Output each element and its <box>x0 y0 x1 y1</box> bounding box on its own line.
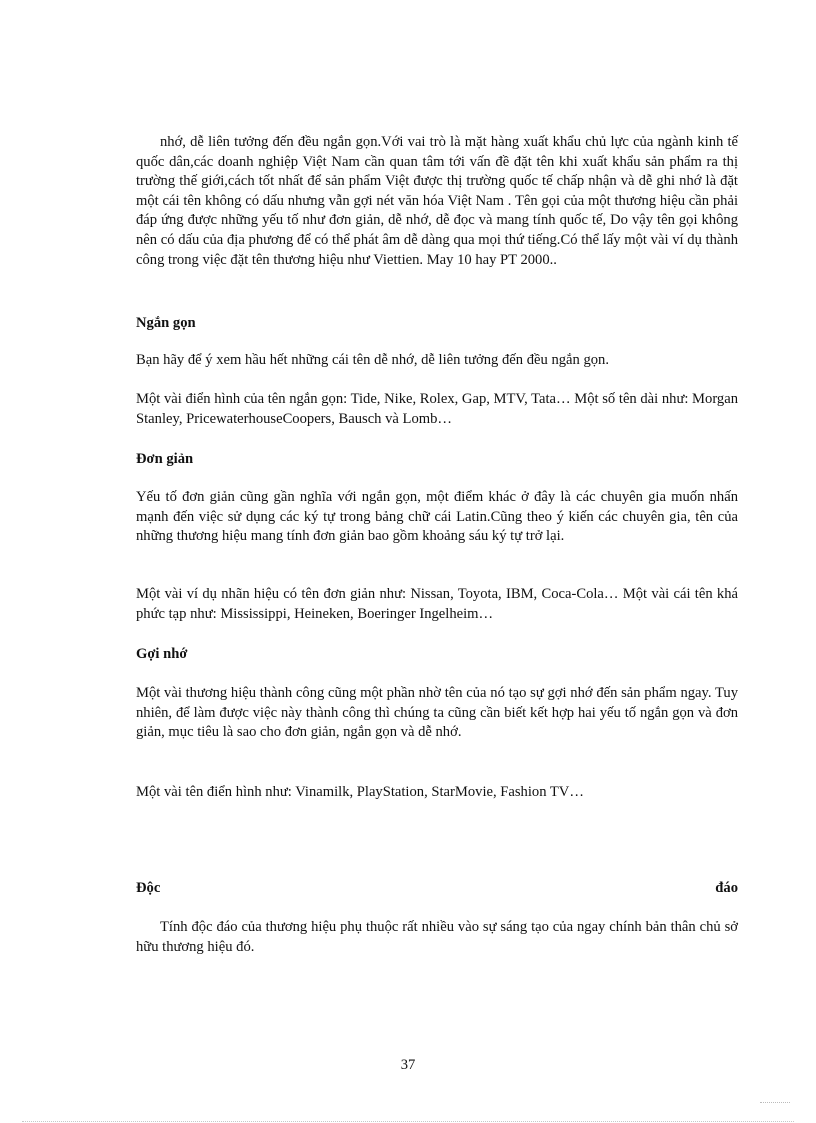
paragraph-doc-dao: Tính độc đáo của thương hiệu phụ thuộc rất nhiều vào sự sáng tạo của ngay chính bản thân chủ sở hữu thương hiệu đó. <box>136 919 738 955</box>
paragraph-don-gian-1: Yếu tố đơn giản cũng gần nghĩa với ngắn gọn, một điểm khác ở đây là các chuyên gia muốn nhấn mạnh đến việc sử dụng các ký tự trong bảng chữ cái Latin.Cũng theo ý kiến các chuyên gia, tên của những thương hiệu mang tính đơn giản bao gồm khoảng sáu ký tự trở lại. <box>136 489 738 545</box>
paragraph-don-gian-2: Một vài ví dụ nhãn hiệu có tên đơn giản như: Nissan, Toyota, IBM, Coca-Cola… Một vài cái tên khá phức tạp như: Mississippi, Heineken, Boeringer Ingelheim… <box>136 586 738 622</box>
paragraph-goi-nho-1: Một vài thương hiệu thành công cũng một phần nhờ tên của nó tạo sự gợi nhớ đến sản phẩm ngay. Tuy nhiên, để làm được việc này thành công thì chúng ta cũng cần biết kết hợp hai yếu tố ngắn gọn và đơn giản, mục tiêu là sao cho đơn giản, ngắn gọn và dễ nhớ. <box>136 685 738 741</box>
paragraph-ngan-gon-1: Bạn hãy để ý xem hầu hết những cái tên dễ nhớ, dễ liên tưởng đến đều ngắn gọn. <box>136 352 609 368</box>
heading-doc-dao-left: Độc <box>136 880 161 896</box>
paragraph-ngan-gon-2: Một vài điển hình của tên ngắn gọn: Tide, Nike, Rolex, Gap, MTV, Tata… Một số tên dài như: Morgan Stanley, PricewaterhouseCoopers, Bausch và Lomb… <box>136 391 738 427</box>
paragraph-intro: nhớ, dễ liên tưởng đến đều ngắn gọn.Với vai trò là mặt hàng xuất khẩu chủ lực của ngành kinh tế quốc dân,các doanh nghiệp Việt Nam cần quan tâm tới vấn đề đặt tên khi xuất khẩu sản phẩm ra thị trường thế giới,cách tốt nhất để sản phẩm Việt được thị trường quốc tế chấp nhận và dễ ghi nhớ là đặt một cái tên không có dấu nhưng vẫn gợi nét văn hóa Việt Nam . Tên gọi của một thương hiệu cần phải đáp ứng được những yếu tố như đơn giản, dễ nhớ, dễ đọc và mang tính quốc tế, Do vậy tên gọi không nên có dấu của địa phương để có thể phát âm dễ dàng qua mọi thứ tiếng.Có thể lấy một vài ví dụ thành công trong việc đặt tên thương hiệu như Viettien. May 10 hay PT 2000.. <box>136 134 738 268</box>
page-bottom-border <box>22 1121 794 1122</box>
margin-dots <box>760 1102 790 1103</box>
heading-ngan-gon: Ngắn gọn <box>136 315 196 331</box>
heading-don-gian: Đơn giản <box>136 451 194 467</box>
heading-doc-dao <box>136 879 738 899</box>
heading-goi-nho: Gợi nhớ <box>136 646 188 662</box>
paragraph-goi-nho-2: Một vài tên điển hình như: Vinamilk, PlayStation, StarMovie, Fashion TV… <box>136 784 584 800</box>
heading-doc-dao-right: đáo <box>715 880 738 896</box>
page-number: 37 <box>400 1057 416 1073</box>
